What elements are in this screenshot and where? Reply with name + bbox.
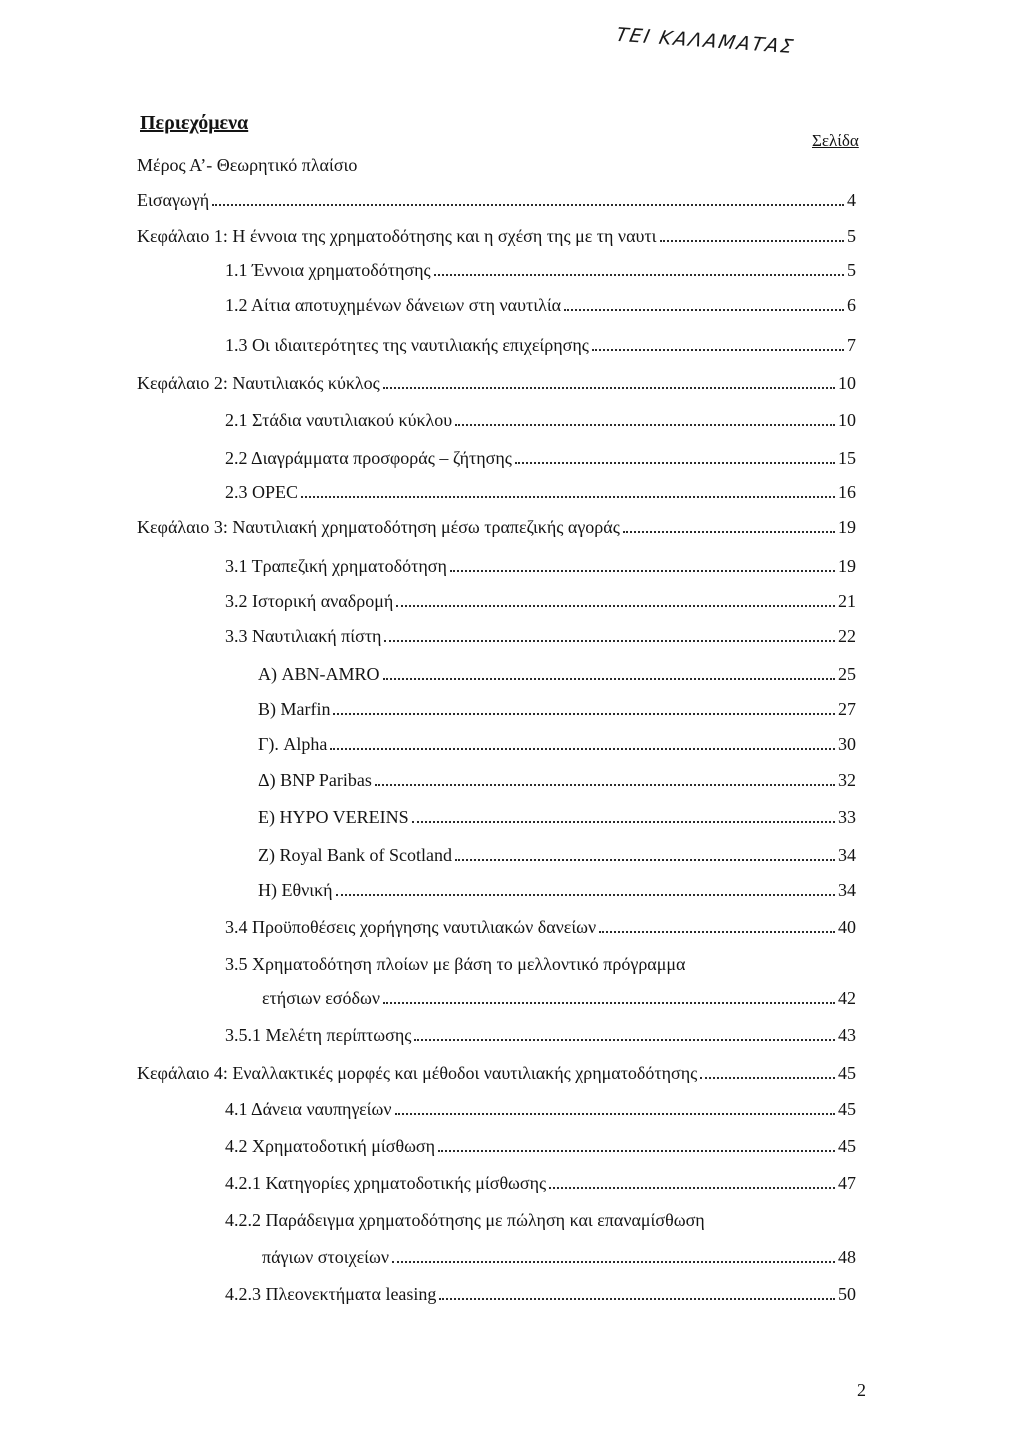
toc-entry-page: 15 bbox=[838, 448, 856, 468]
handwritten-stamp: ΤΕΙ ΚΑΛΑΜΑΤΑΣ bbox=[613, 23, 797, 59]
toc-entry bbox=[225, 294, 856, 316]
toc-entry bbox=[225, 590, 856, 612]
toc-entry-label: Ζ) Royal Bank of Scotland bbox=[258, 845, 452, 865]
toc-entry bbox=[258, 879, 856, 901]
toc-entry bbox=[225, 625, 856, 647]
toc-entry bbox=[225, 259, 856, 281]
toc-entry-page: 27 bbox=[838, 699, 856, 719]
toc-entry-page: 33 bbox=[838, 807, 856, 827]
toc-entry-label: 1.2 Αίτια αποτυχημένων δάνειων στη ναυτιλία bbox=[225, 295, 562, 315]
toc-entry-page: 45 bbox=[838, 1063, 856, 1083]
toc-entry-label: 3.3 Ναυτιλιακή πίστη bbox=[225, 626, 382, 646]
dot-leader bbox=[212, 204, 844, 206]
dot-leader bbox=[592, 349, 844, 351]
toc-entry-page: 43 bbox=[838, 1025, 856, 1045]
toc-entry-page: 4 bbox=[847, 190, 856, 210]
toc-entry bbox=[225, 1135, 856, 1157]
toc-entry bbox=[225, 1172, 856, 1194]
toc-entry bbox=[225, 1283, 856, 1305]
toc-entry-label: Β) Marfin bbox=[258, 699, 331, 719]
dot-leader bbox=[450, 570, 835, 572]
toc-entry-label: Ε) HYPO VEREINS bbox=[258, 807, 409, 827]
toc-entry-label: 4.2.1 Κατηγορίες χρηματοδοτικής μίσθωσης bbox=[225, 1173, 547, 1193]
toc-entry-label: 4.2.2 Παράδειγμα χρηματοδότησης με πώληση και επαναμίσθωση bbox=[225, 1210, 705, 1230]
page-number: 2 bbox=[857, 1380, 866, 1400]
toc-entry-label: 3.1 Τραπεζική χρηματοδότηση bbox=[225, 556, 447, 576]
toc-entry-page: 25 bbox=[838, 664, 856, 684]
toc-entry-page: 21 bbox=[838, 591, 856, 611]
dot-leader bbox=[375, 784, 835, 786]
toc-entry-label: Κεφάλαιο 1: Η έννοια της χρηματοδότησης και η σχέση της με τη ναυτι bbox=[137, 226, 657, 246]
toc-entry-label: 3.4 Προϋποθέσεις χορήγησης ναυτιλιακών δανείων bbox=[225, 917, 597, 937]
dot-leader bbox=[336, 894, 835, 896]
toc-entry bbox=[137, 189, 856, 211]
toc-entry-page: 16 bbox=[838, 482, 856, 502]
toc-entry-page: 45 bbox=[838, 1136, 856, 1156]
toc-entry-page: 50 bbox=[838, 1284, 856, 1304]
toc-entry-label: 1.1 Έννοια χρηματοδότησης bbox=[225, 260, 431, 280]
toc-entry-label: Α) ABN-AMRO bbox=[258, 664, 380, 684]
toc-entry-label: 3.5.1 Μελέτη περίπτωσης bbox=[225, 1025, 412, 1045]
dot-leader bbox=[383, 678, 836, 680]
toc-entry-label: 2.1 Στάδια ναυτιλιακού κύκλου bbox=[225, 410, 453, 430]
toc-entry-page: 42 bbox=[838, 988, 856, 1008]
dot-leader bbox=[455, 859, 835, 861]
toc-entry-page: 7 bbox=[847, 335, 856, 355]
toc-entry bbox=[258, 844, 856, 866]
toc-part-heading bbox=[137, 154, 357, 176]
toc-entry-continuation bbox=[262, 987, 856, 1009]
toc-entry-label: Κεφάλαιο 2: Ναυτιλιακός κύκλος bbox=[137, 373, 380, 393]
toc-entry-continuation bbox=[262, 1246, 856, 1268]
toc-entry-label: 3.2 Ιστορική αναδρομή bbox=[225, 591, 394, 611]
toc-entry bbox=[137, 1062, 856, 1084]
dot-leader bbox=[301, 496, 835, 498]
toc-entry bbox=[225, 1209, 705, 1231]
toc-entry bbox=[225, 953, 685, 975]
dot-leader bbox=[383, 387, 835, 389]
toc-entry-label: Κεφάλαιο 3: Ναυτιλιακή χρηματοδότηση μέσω τραπεζικής αγοράς bbox=[137, 517, 620, 537]
toc-entry-page: 34 bbox=[838, 845, 856, 865]
toc-entry bbox=[258, 663, 856, 685]
toc-entry bbox=[225, 1098, 856, 1120]
toc-entry-page: 45 bbox=[838, 1099, 856, 1119]
toc-entry bbox=[225, 481, 856, 503]
toc-entry-page: 48 bbox=[838, 1247, 856, 1267]
dot-leader bbox=[395, 1113, 836, 1115]
toc-entry-label: ετήσιων εσόδων bbox=[262, 988, 380, 1008]
toc-entry-label: πάγιων στοιχείων bbox=[262, 1247, 389, 1267]
toc-entry-label: 4.1 Δάνεια ναυπηγείων bbox=[225, 1099, 392, 1119]
dot-leader bbox=[549, 1187, 835, 1189]
dot-leader bbox=[455, 424, 835, 426]
toc-entry-page: 47 bbox=[838, 1173, 856, 1193]
toc-entry bbox=[225, 1024, 856, 1046]
toc-entry-label: Δ) BNP Paribas bbox=[258, 770, 372, 790]
toc-entry-label: 3.5 Χρηματοδότηση πλοίων με βάση το μελλοντικό πρόγραμμα bbox=[225, 954, 686, 974]
toc-entry-page: 30 bbox=[838, 734, 856, 754]
dot-leader bbox=[660, 240, 845, 242]
toc-entry-label: 1.3 Οι ιδιαιτερότητες της ναυτιλιακής επιχείρησης bbox=[225, 335, 589, 355]
dot-leader bbox=[383, 1002, 835, 1004]
toc-entry-page: 6 bbox=[847, 295, 856, 315]
toc-entry bbox=[137, 372, 856, 394]
dot-leader bbox=[700, 1077, 835, 1079]
toc-entry bbox=[258, 769, 856, 791]
page-column-label: Σελίδα bbox=[812, 131, 859, 150]
dot-leader bbox=[599, 931, 835, 933]
toc-entry-label: Εισαγωγή bbox=[137, 190, 210, 210]
toc-entry-label: 2.2 Διαγράμματα προσφοράς – ζήτησης bbox=[225, 448, 512, 468]
toc-entry bbox=[258, 733, 856, 755]
toc-entry-label: Κεφάλαιο 4: Εναλλακτικές μορφές και μέθοδοι ναυτιλιακής χρηματοδότησης bbox=[137, 1063, 698, 1083]
toc-entry-label: 4.2.3 Πλεονεκτήματα leasing bbox=[225, 1284, 437, 1304]
toc-entry bbox=[137, 225, 856, 247]
toc-entry-label: Μέρος Α’- Θεωρητικό πλαίσιο bbox=[137, 155, 358, 175]
toc-entry-page: 10 bbox=[838, 410, 856, 430]
toc-entry-label: Γ). Alpha bbox=[258, 734, 328, 754]
dot-leader bbox=[434, 274, 844, 276]
toc-entry bbox=[137, 516, 856, 538]
toc-entry bbox=[258, 698, 856, 720]
dot-leader bbox=[623, 531, 835, 533]
toc-entry-page: 40 bbox=[838, 917, 856, 937]
dot-leader bbox=[396, 605, 835, 607]
toc-entry bbox=[225, 555, 856, 577]
dot-leader bbox=[384, 640, 835, 642]
dot-leader bbox=[515, 462, 835, 464]
dot-leader bbox=[439, 1298, 835, 1300]
toc-entry bbox=[225, 409, 856, 431]
dot-leader bbox=[333, 713, 835, 715]
toc-entry bbox=[225, 916, 856, 938]
toc-entry-label: 2.3 OPEC bbox=[225, 482, 299, 502]
dot-leader bbox=[564, 309, 844, 311]
toc-entry-page: 5 bbox=[847, 226, 856, 246]
toc-entry-page: 10 bbox=[838, 373, 856, 393]
toc-entry-page: 19 bbox=[838, 556, 856, 576]
dot-leader bbox=[414, 1039, 835, 1041]
toc-entry-label: Η) Εθνική bbox=[258, 880, 333, 900]
dot-leader bbox=[438, 1150, 835, 1152]
toc-entry-page: 22 bbox=[838, 626, 856, 646]
dot-leader bbox=[330, 748, 835, 750]
dot-leader bbox=[392, 1261, 835, 1263]
toc-entry bbox=[258, 806, 856, 828]
toc-entry-page: 34 bbox=[838, 880, 856, 900]
toc-entry-label: 4.2 Χρηματοδοτική μίσθωση bbox=[225, 1136, 436, 1156]
toc-entry-page: 19 bbox=[838, 517, 856, 537]
toc-entry-page: 5 bbox=[847, 260, 856, 280]
toc-entry bbox=[225, 334, 856, 356]
toc-entry bbox=[225, 447, 856, 469]
dot-leader bbox=[412, 821, 835, 823]
toc-entry-page: 32 bbox=[838, 770, 856, 790]
page-title: Περιεχόμενα bbox=[140, 112, 249, 134]
